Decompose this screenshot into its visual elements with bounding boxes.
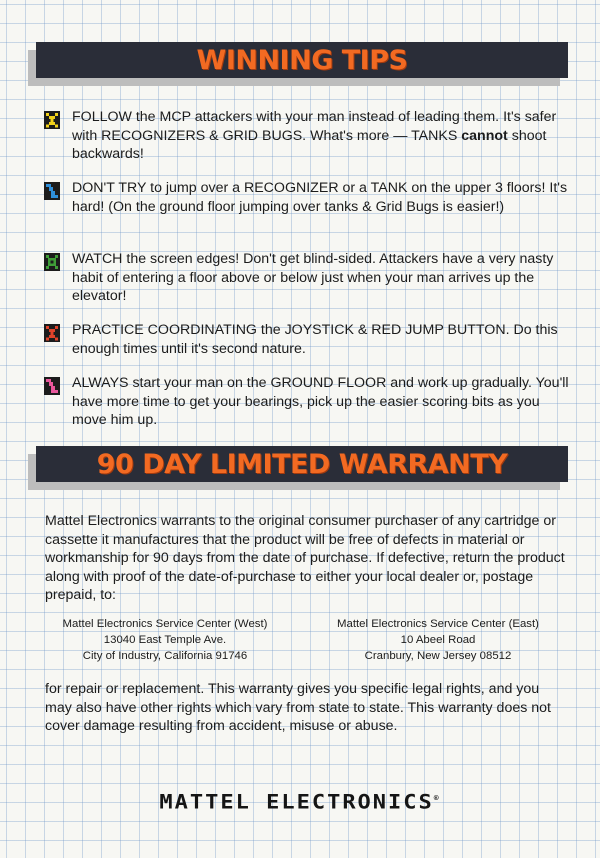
address-street: 13040 East Temple Ave. xyxy=(103,634,227,646)
tip-text: FOLLOW the MCP attackers with your man instead of leading them. It's safer with RECOGNIZERS & GRID BUGS. What's more — TANKS cannot shoot backwards! xyxy=(72,109,557,162)
green-bug-icon xyxy=(44,253,60,271)
closing-paragraph: for repair or replacement. This warranty gives you specific legal rights, and you may also have other rights which vary from state to state. This warranty does not cover damage resulting from accident, misuse or abuse. xyxy=(45,681,551,735)
address-city: City of Industry, California 91746 xyxy=(82,650,248,662)
service-center-east-address xyxy=(313,616,563,664)
tip-item xyxy=(44,250,572,306)
tip-item xyxy=(44,374,572,430)
winning-tips-title: WINNING TIPS xyxy=(196,44,408,76)
tip-text: ALWAYS start your man on the GROUND FLOOR and work up gradually. You'll have more time to get your bearings, pick up the easier scoring bits as you move him up. xyxy=(72,375,569,428)
banner-bar xyxy=(36,42,568,78)
banner-bar xyxy=(36,446,568,482)
pink-step-icon xyxy=(44,377,60,395)
warranty-banner xyxy=(36,446,568,482)
tip-text: DON'T TRY to jump over a RECOGNIZER or a TANK on the upper 3 floors! It's hard! (On the ground floor jumping over tanks & Grid Bugs is easier!) xyxy=(72,180,568,215)
tip-item xyxy=(44,321,572,358)
mattel-electronics-logo xyxy=(0,790,600,815)
warranty-paragraph: Mattel Electronics warrants to the original consumer purchaser of any cartridge or cassette it manufactures that the product will be free of defects in material or workmanship for 90 days from the date of purchase. If defective, return the product along with proof of the date-of-purchase to either your local dealer or, postage prepaid, to: xyxy=(45,513,565,604)
blue-step-icon xyxy=(44,182,60,200)
service-center-west-address xyxy=(40,616,290,664)
address-city: Cranbury, New Jersey 08512 xyxy=(364,650,512,662)
emphasis-text: cannot xyxy=(461,127,508,144)
registered-mark: ® xyxy=(433,793,441,803)
tip-item xyxy=(44,108,572,164)
address-name: Mattel Electronics Service Center (East) xyxy=(337,618,539,630)
address-street: 10 Abeel Road xyxy=(400,634,476,646)
winning-tips-banner xyxy=(36,42,568,78)
address-name: Mattel Electronics Service Center (West) xyxy=(62,618,268,630)
yellow-x-icon xyxy=(44,111,60,129)
logo-wordmark: MATTEL ELECTRONICS xyxy=(159,791,434,814)
tip-text: PRACTICE COORDINATING the JOYSTICK & RED JUMP BUTTON. Do this enough times until it's second nature. xyxy=(72,322,558,357)
tip-text: WATCH the screen edges! Don't get blind-sided. Attackers have a very nasty habit of entering a floor above or below just when your man arrives up the elevator! xyxy=(72,251,554,304)
red-x-icon xyxy=(44,324,60,342)
tip-item xyxy=(44,179,572,216)
warranty-title: 90 DAY LIMITED WARRANTY xyxy=(96,448,508,480)
